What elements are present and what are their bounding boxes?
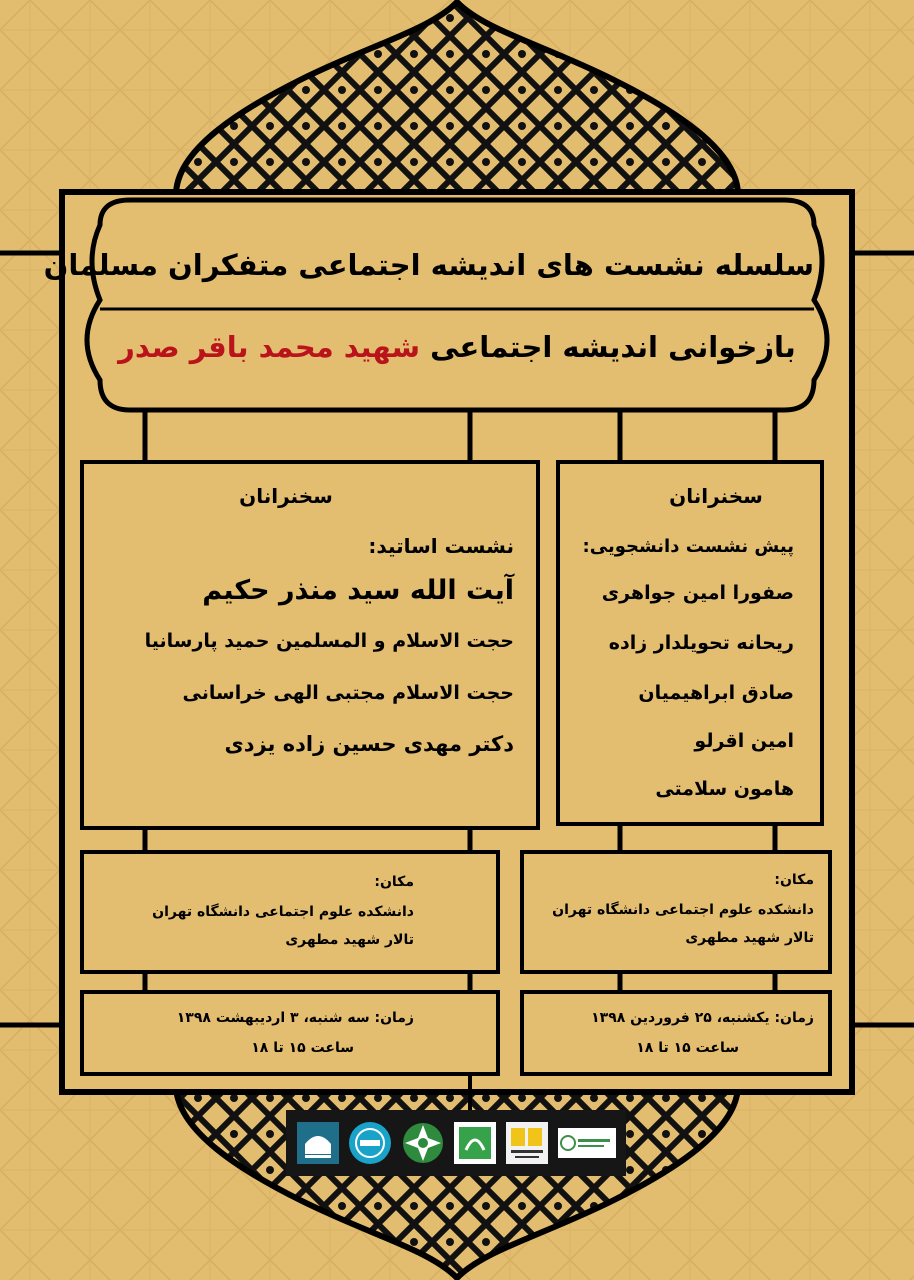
left-location-line-1: دانشکده علوم اجتماعی دانشگاه تهران bbox=[152, 904, 414, 920]
right-speaker-3: صادق ابراهیمیان bbox=[638, 682, 794, 704]
left-speaker-4: دکتر مهدی حسین زاده یزدی bbox=[224, 732, 514, 756]
right-location-line-2: تالار شهید مطهری bbox=[685, 930, 814, 946]
right-speaker-2: ریحانه تحویلدار زاده bbox=[608, 632, 794, 654]
dome-logo-icon bbox=[295, 1120, 341, 1166]
right-speaker-4: امین اقرلو bbox=[694, 730, 794, 752]
title-cartouche bbox=[43, 200, 827, 410]
right-location-label: مکان: bbox=[774, 872, 814, 888]
subtitle-highlight: شهید محمد باقر صدر bbox=[118, 330, 421, 364]
green-emblem-logo-icon bbox=[452, 1120, 498, 1166]
right-speaker-1: صفورا امین جواهری bbox=[601, 582, 794, 604]
left-speakers-heading: سخنرانان bbox=[239, 484, 333, 508]
right-group-label: پیش نشست دانشجویی: bbox=[582, 536, 794, 557]
right-location-line-1: دانشکده علوم اجتماعی دانشگاه تهران bbox=[552, 902, 814, 918]
yellow-block-logo-icon bbox=[504, 1120, 550, 1166]
left-time-box bbox=[80, 990, 500, 1076]
subtitle bbox=[100, 330, 814, 364]
circle-seal-logo-icon bbox=[347, 1120, 393, 1166]
left-hours-line: ساعت ۱۵ تا ۱۸ bbox=[251, 1040, 354, 1056]
left-location-line-2: تالار شهید مطهری bbox=[285, 932, 414, 948]
sponsor-logo-strip bbox=[286, 1110, 626, 1176]
left-group-label: نشست اساتید: bbox=[368, 534, 514, 558]
right-speakers-heading: سخنرانان bbox=[669, 484, 763, 508]
right-time-box bbox=[520, 990, 832, 1076]
left-location-label: مکان: bbox=[374, 874, 414, 890]
right-speaker-5: هامون سلامتی bbox=[655, 778, 794, 800]
octagon-rosette-logo-icon bbox=[400, 1120, 446, 1166]
white-banner-logo-icon bbox=[557, 1120, 617, 1166]
right-hours-line: ساعت ۱۵ تا ۱۸ bbox=[636, 1040, 739, 1056]
right-time-line: زمان: یکشنبه، ۲۵ فروردین ۱۳۹۸ bbox=[591, 1010, 814, 1026]
left-speaker-3: حجت الاسلام مجتبی الهی خراسانی bbox=[182, 682, 514, 704]
left-time-line: زمان: سه شنبه، ۳ اردیبهشت ۱۳۹۸ bbox=[176, 1010, 414, 1026]
left-speaker-1: آیت الله سید منذر حکیم bbox=[202, 575, 514, 606]
series-title: سلسله نشست های اندیشه اجتماعی متفکران مسلمان bbox=[43, 248, 814, 282]
subtitle-prefix: بازخوانی اندیشه اجتماعی bbox=[430, 330, 796, 364]
left-speaker-2: حجت الاسلام و المسلمین حمید پارسانیا bbox=[144, 630, 514, 652]
